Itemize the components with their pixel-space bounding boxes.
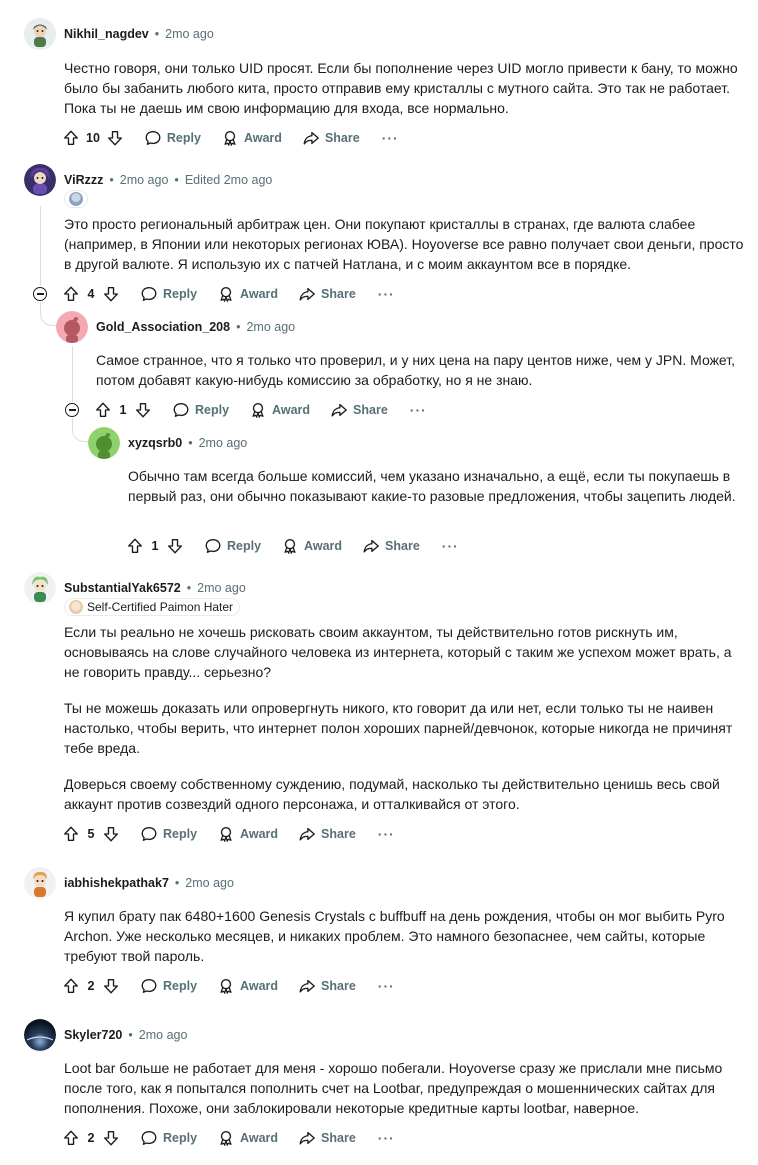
- award-icon: [217, 977, 235, 995]
- timestamp[interactable]: 2mo ago: [197, 581, 246, 595]
- share-button[interactable]: Share: [362, 537, 420, 555]
- timestamp[interactable]: 2mo ago: [165, 27, 214, 41]
- comment-actions: [62, 282, 395, 306]
- award-button[interactable]: Award: [217, 825, 278, 843]
- upvote-icon[interactable]: [62, 129, 80, 147]
- comment-actions: [126, 534, 459, 558]
- author-name[interactable]: Skyler720: [64, 1028, 123, 1042]
- comment-actions: [62, 126, 399, 150]
- avatar[interactable]: [24, 164, 56, 196]
- avatar[interactable]: [24, 1019, 56, 1051]
- upvote-icon[interactable]: [62, 977, 80, 995]
- edited-label: Edited 2mo ago: [184, 173, 273, 187]
- reply-button[interactable]: Reply: [140, 977, 197, 995]
- reply-icon: [140, 977, 158, 995]
- reply-icon: [144, 129, 162, 147]
- reply-icon: [172, 401, 190, 419]
- author-name[interactable]: SubstantialYak6572: [64, 581, 181, 595]
- comment-header: SubstantialYak6572 • 2mo ago: [24, 572, 246, 604]
- thread-line-gold: [72, 346, 73, 402]
- upvote-icon[interactable]: [94, 401, 112, 419]
- flair-emblem-icon: [69, 192, 83, 206]
- award-icon: [217, 1129, 235, 1147]
- vote-count: 10: [86, 131, 100, 145]
- award-icon: [217, 825, 235, 843]
- more-options-icon[interactable]: ···: [377, 1130, 395, 1146]
- comment-header: Skyler720 • 2mo ago: [24, 1019, 187, 1051]
- author-name[interactable]: Gold_Association_208: [96, 320, 231, 334]
- reply-button[interactable]: Reply: [144, 129, 201, 147]
- upvote-icon[interactable]: [62, 285, 80, 303]
- comment-actions: [62, 822, 395, 846]
- share-button[interactable]: Share: [302, 129, 360, 147]
- avatar[interactable]: [56, 311, 88, 343]
- comment-actions: [62, 1126, 395, 1150]
- vote-count: 2: [87, 979, 95, 993]
- comment-body: Loot bar больше не работает для меня - хорошо побегали. Hoyoverse сразу же прислали мне письмо после того, как я попытался пополнить счет на Lootbar, предупреждая о мошеннических сайтах для пополнения. Похоже, они заблокировали некоторые кредитные карты lootbar, наверное.: [64, 1060, 723, 1116]
- comment-body: Это просто региональный арбитраж цен. Они покупают кристаллы в странах, где валюта слабее (например, в Японии или некоторых регионах ЮВА). Hoyoverse все равно получает свои деньги, просто в другой валюте. Я использую их с патчей Натлана, и с моим аккаунтом все в порядке.: [64, 216, 744, 272]
- avatar[interactable]: [24, 18, 56, 50]
- comment-header: xyzqsrb0 • 2mo ago: [88, 427, 247, 459]
- vote-count: 5: [87, 827, 95, 841]
- share-icon: [362, 537, 380, 555]
- upvote-icon[interactable]: [126, 537, 144, 555]
- share-icon: [298, 825, 316, 843]
- avatar[interactable]: [24, 572, 56, 604]
- share-button[interactable]: Share: [298, 285, 356, 303]
- vote-count: 4: [87, 287, 95, 301]
- award-icon: [221, 129, 239, 147]
- more-options-icon[interactable]: ···: [377, 978, 395, 994]
- author-name[interactable]: ViRzzz: [64, 173, 104, 187]
- award-button[interactable]: Award: [217, 1129, 278, 1147]
- share-icon: [298, 285, 316, 303]
- avatar[interactable]: [88, 427, 120, 459]
- share-button[interactable]: Share: [298, 1129, 356, 1147]
- comment-header: iabhishekpathak7 • 2mo ago: [24, 867, 234, 899]
- reply-icon: [140, 285, 158, 303]
- downvote-icon[interactable]: [106, 129, 124, 147]
- reply-button[interactable]: Reply: [204, 537, 261, 555]
- collapse-thread-button[interactable]: [33, 287, 47, 301]
- downvote-icon[interactable]: [166, 537, 184, 555]
- comment-body: Я купил брату пак 6480+1600 Genesis Crystals с buffbuff на день рождения, чтобы он мог выбить Pyro Archon. Уже несколько месяцев, и никаких проблем. Это намного безопаснее, чем сайты, которые требуют твой пароль.: [64, 908, 725, 964]
- comment-header: Gold_Association_208 • 2mo ago: [56, 311, 295, 343]
- more-options-icon[interactable]: ···: [381, 130, 399, 146]
- comment-actions: [94, 398, 427, 422]
- downvote-icon[interactable]: [102, 1129, 120, 1147]
- upvote-icon[interactable]: [62, 825, 80, 843]
- share-icon: [330, 401, 348, 419]
- reply-button[interactable]: Reply: [140, 285, 197, 303]
- award-icon: [217, 285, 235, 303]
- comment-header: ViRzzz • 2mo ago • Edited 2mo ago: [24, 164, 272, 196]
- downvote-icon[interactable]: [134, 401, 152, 419]
- author-name[interactable]: xyzqsrb0: [128, 436, 183, 450]
- user-flair: [64, 190, 88, 208]
- share-icon: [298, 977, 316, 995]
- user-flair: Self-Certified Paimon Hater: [64, 598, 240, 616]
- comment-actions: [62, 974, 395, 998]
- timestamp[interactable]: 2mo ago: [246, 320, 296, 334]
- reply-icon: [204, 537, 222, 555]
- award-button[interactable]: Award: [217, 285, 278, 303]
- vote-count: 2: [87, 1131, 95, 1145]
- more-options-icon[interactable]: ···: [377, 286, 395, 302]
- comment-body: Если ты реально не хочешь рисковать своим аккаунтом, ты действительно готов рискнуть им, основываясь на слове случайного человека из интернета, который с таким же успехом может врать, а не говорить правду... серьезно? Ты не можешь доказать или опровергнуть никого, кто говорит да или нет, если только ты не наивен настолько, чтобы верить, что интернет полон хороших парней/девчонок, которые никогда не причинят тебе вреда. Доверься своему собственному суждению, подумай, насколько ты действительно ценишь весь свой аккаунт против созвездий одного персонажа, и отталкивайся от этого.: [64, 624, 733, 812]
- award-button[interactable]: Award: [221, 129, 282, 147]
- timestamp[interactable]: 2mo ago: [198, 436, 248, 450]
- author-name[interactable]: iabhishekpathak7: [64, 876, 169, 890]
- comment-body: Обычно там всегда больше комиссий, чем указано изначально, а ещё, если ты покупаешь в первый раз, они обычно показывают какие-то разовые предложения, чтобы зацепить людей.: [128, 468, 736, 504]
- paimon-flair-icon: [69, 600, 83, 614]
- more-options-icon[interactable]: ···: [377, 826, 395, 842]
- reply-button[interactable]: Reply: [172, 401, 229, 419]
- upvote-icon[interactable]: [62, 1129, 80, 1147]
- comment-header: Nikhil_nagdev • 2mo ago: [24, 18, 214, 50]
- award-icon: [281, 537, 299, 555]
- comment-body: Самое странное, что я только что проверил, и у них цена на пару центов ниже, чем у JPN. Может, потом добавят какую-нибудь комиссию за обработку, но я не знаю.: [96, 352, 736, 388]
- collapse-thread-button[interactable]: [65, 403, 79, 417]
- share-button[interactable]: Share: [330, 401, 388, 419]
- share-icon: [302, 129, 320, 147]
- more-options-icon[interactable]: ···: [441, 538, 459, 554]
- award-button[interactable]: Award: [217, 977, 278, 995]
- share-button[interactable]: Share: [298, 825, 356, 843]
- comment-body: Честно говоря, они только UID просят. Если бы пополнение через UID могло привести к бану, то можно было бы забанить любого кита, просто отправив ему кристаллы с мутного сайта. Это так не работает. Пока ты не даешь им свою информацию для входа, все нормально.: [64, 60, 738, 116]
- thread-line-virzzz: [40, 206, 41, 286]
- timestamp[interactable]: 2mo ago: [138, 1028, 188, 1042]
- share-button[interactable]: Share: [298, 977, 356, 995]
- reply-button[interactable]: Reply: [140, 1129, 197, 1147]
- reply-button[interactable]: Reply: [140, 825, 197, 843]
- downvote-icon[interactable]: [102, 977, 120, 995]
- avatar[interactable]: [24, 867, 56, 899]
- downvote-icon[interactable]: [102, 825, 120, 843]
- reply-icon: [140, 825, 158, 843]
- share-icon: [298, 1129, 316, 1147]
- more-options-icon[interactable]: ···: [409, 402, 427, 418]
- vote-count: 1: [151, 539, 159, 553]
- award-icon: [249, 401, 267, 419]
- author-name[interactable]: Nikhil_nagdev: [64, 27, 149, 41]
- award-button[interactable]: Award: [249, 401, 310, 419]
- timestamp[interactable]: 2mo ago: [119, 173, 169, 187]
- reply-icon: [140, 1129, 158, 1147]
- award-button[interactable]: Award: [281, 537, 342, 555]
- vote-count: 1: [119, 403, 127, 417]
- downvote-icon[interactable]: [102, 285, 120, 303]
- timestamp[interactable]: 2mo ago: [185, 876, 234, 890]
